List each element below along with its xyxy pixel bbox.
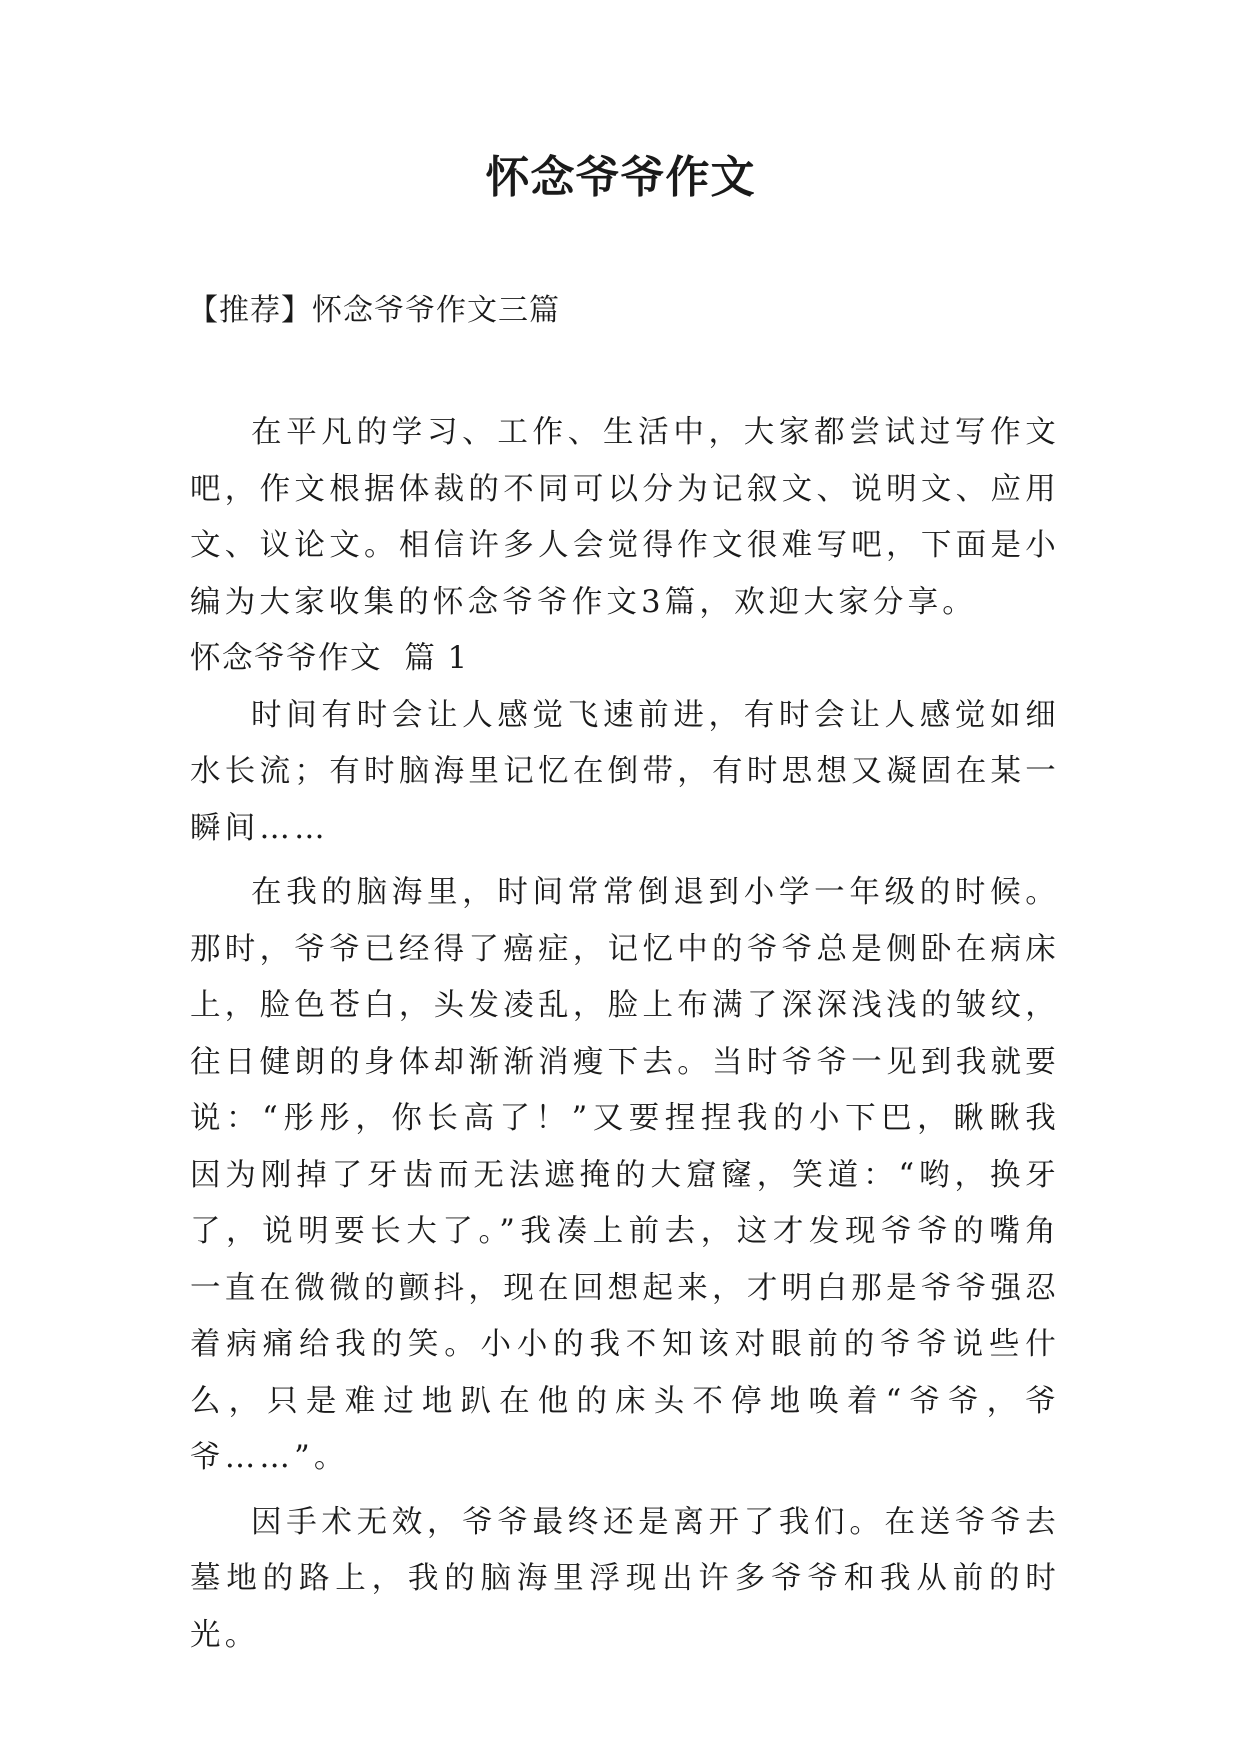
body-paragraph-3: 因手术无效，爷爷最终还是离开了我们。在送爷爷去墓地的路上，我的脑海里浮现出许多爷爷和我从前的时光。 (190, 1504, 1060, 1653)
document-subtitle: 【推荐】怀念爷爷作文三篇 (188, 293, 560, 328)
intro-paragraph: 在平凡的学习、工作、生活中，大家都尝试过写作文吧，作文根据体裁的不同可以分为记叙文、说明文、应用文、议论文。相信许多人会觉得作文很难写吧，下面是小编为大家收集的怀念爷爷作文3篇，欢迎大家分享。 (190, 415, 1060, 620)
body-paragraph-2: 在我的脑海里，时间常常倒退到小学一年级的时候。那时，爷爷已经得了癌症，记忆中的爷爷总是侧卧在病床上，脸色苍白，头发凌乱，脸上布满了深深浅浅的皱纹，往日健朗的身体却渐渐消瘦下去。当时爷爷一见到我就要说：“彤彤，你长高了！”又要捏捏我的小下巴，瞅瞅我因为刚掉了牙齿而无法遮掩的大窟窿，笑道：“哟，换牙了，说明要长大了。”我凑上前去，这才发现爷爷的嘴角一直在微微的颤抖，现在回想起来，才明白那是爷爷强忍着病痛给我的笑。小小的我不知该对眼前的爷爷说些什么，只是难过地趴在他的床头不停地唤着“爷爷，爷爷……”。 (190, 875, 1060, 1475)
document-body (190, 405, 1060, 1664)
section-heading: 怀念爷爷作文 篇 1 (190, 641, 469, 676)
document-title: 怀念爷爷作文 (485, 152, 756, 203)
body-paragraph-1: 时间有时会让人感觉飞速前进，有时会让人感觉如细水长流；有时脑海里记忆在倒带，有时思想又凝固在某一瞬间…… (190, 697, 1060, 846)
